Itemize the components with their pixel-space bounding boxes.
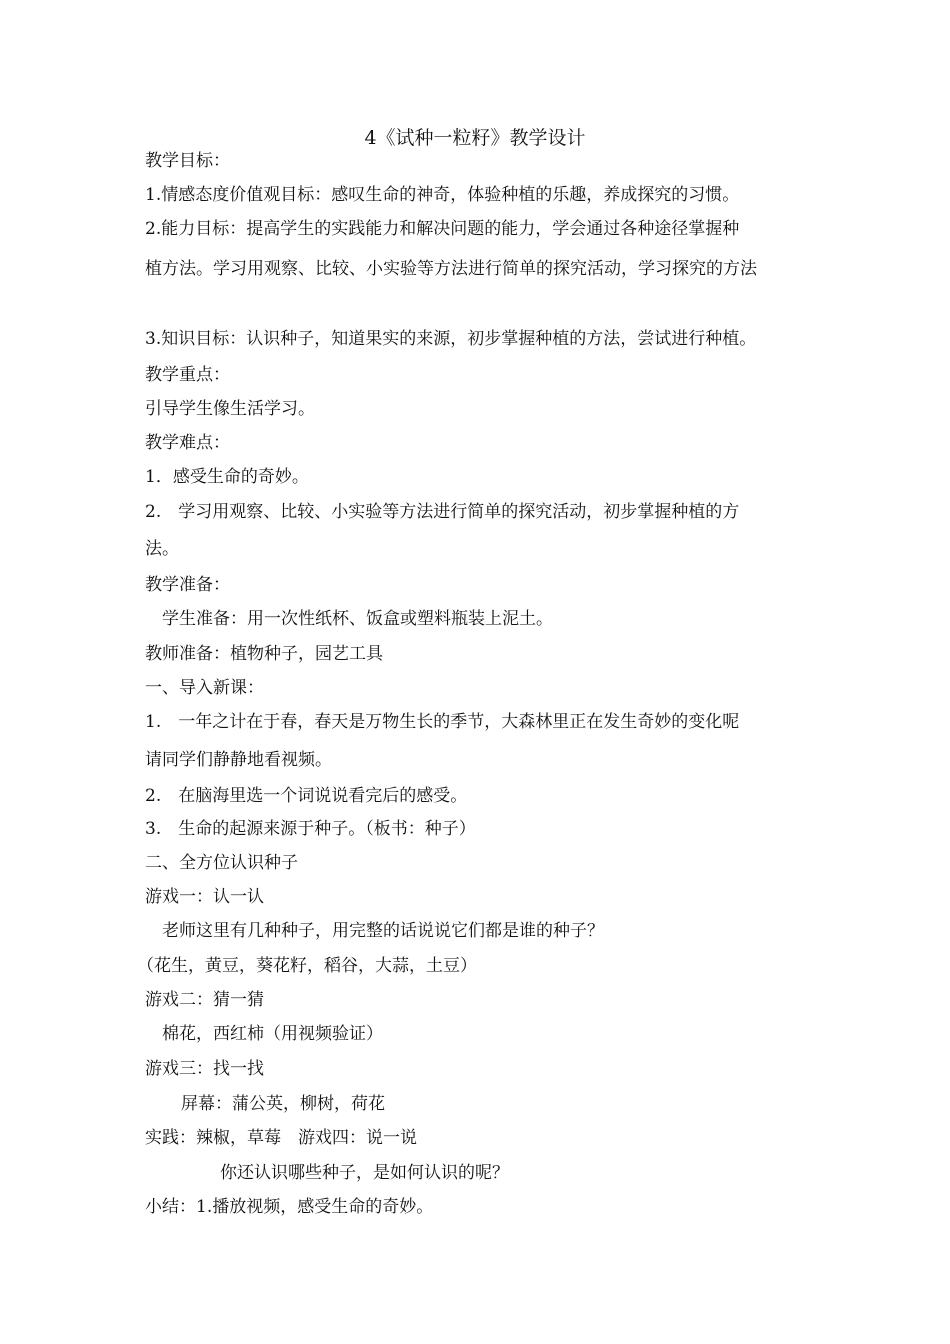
game-1-heading: 游戏一：认一认 (145, 887, 264, 907)
key-points-text: 引导学生像生活学习。 (145, 399, 315, 419)
difficulty-1: 1．感受生命的奇妙。 (145, 467, 309, 487)
heading-difficulties: 教学难点： (145, 433, 230, 453)
heading-preparation: 教学准备： (145, 575, 230, 595)
difficulty-2-line-2: 法。 (145, 539, 179, 559)
game-1-answers: （花生，黄豆，葵花籽，稻谷，大蒜，土豆） (137, 956, 477, 976)
game-2-content: 棉花，西红柿（用视频验证） (162, 1024, 383, 1044)
intro-item-3: 3. 生命的起源来源于种子。（板书：种子） (145, 819, 476, 839)
difficulty-2-line-1: 2. 学习用观察、比较、小实验等方法进行简单的探究活动，初步掌握种植的方 (145, 502, 740, 522)
intro-item-2: 2. 在脑海里选一个词说说看完后的感受。 (145, 786, 468, 806)
summary-line: 小结：1.播放视频，感受生命的奇妙。 (145, 1197, 434, 1217)
student-preparation: 学生准备：用一次性纸杯、饭盒或塑料瓶装上泥土。 (162, 609, 553, 629)
game-2-heading: 游戏二：猜一猜 (145, 990, 264, 1010)
heading-key-points: 教学重点： (145, 365, 230, 385)
intro-item-1-line-2: 请同学们静静地看视频。 (145, 750, 332, 770)
heading-teaching-goals: 教学目标： (145, 151, 230, 171)
document-title: 4《试种一粒籽》教学设计 (364, 127, 586, 149)
game-4-question: 你还认识哪些种子，是如何认识的呢？ (220, 1163, 509, 1183)
practice-and-game-4: 实践：辣椒，草莓 游戏四：说一说 (145, 1128, 417, 1148)
teacher-preparation: 教师准备：植物种子，园艺工具 (145, 644, 383, 664)
goal-1: 1.情感态度价值观目标：感叹生命的神奇，体验种植的乐趣，养成探究的习惯。 (145, 185, 740, 205)
game-3-heading: 游戏三：找一找 (145, 1059, 264, 1079)
goal-2-line-2: 植方法。学习用观察、比较、小实验等方法进行简单的探究活动，学习探究的方法 (145, 259, 757, 279)
goal-3: 3.知识目标：认识种子，知道果实的来源，初步掌握种植的方法，尝试进行种植。 (145, 329, 757, 349)
game-1-question: 老师这里有几种种子，用完整的话说说它们都是谁的种子？ (162, 921, 604, 941)
section-introduction: 一、导入新课： (145, 678, 264, 698)
goal-2-line-1: 2.能力目标：提高学生的实践能力和解决问题的能力，学会通过各种途径掌握种 (145, 219, 740, 239)
intro-item-1-line-1: 1. 一年之计在于春，春天是万物生长的季节，大森林里正在发生奇妙的变化呢 (145, 712, 740, 732)
section-know-seeds: 二、全方位认识种子 (145, 853, 298, 873)
game-3-content: 屏幕：蒲公英，柳树，荷花 (181, 1094, 385, 1114)
